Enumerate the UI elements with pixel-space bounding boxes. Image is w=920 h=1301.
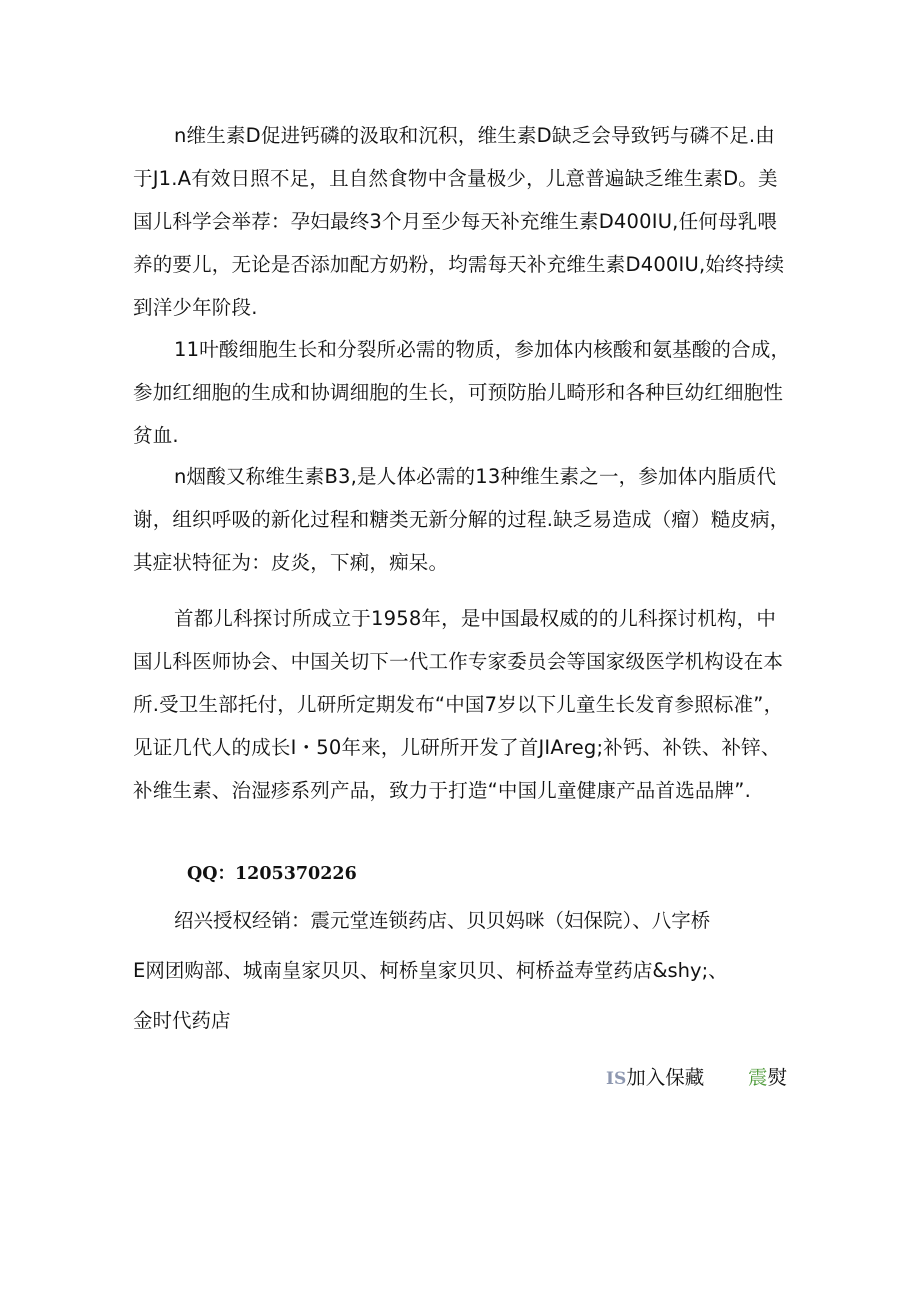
paragraph-niacin: n烟酸又称维生素B3,是人体必需的13种维生素之一，参加体内脂质代谢，组织呼吸的新化过程和糖类无新分解的过程.缺乏易造成（瘤）糙皮病，其症状特征为：皮炎，下痢，痴呆。 <box>133 465 790 574</box>
dealer-line-3: 金时代药店 <box>133 1009 231 1032</box>
dealer-line-2: E网团购部、城南皇家贝贝、柯桥皇家贝贝、柯桥益寿堂药店&shy;、 <box>133 959 728 982</box>
paragraph-institute: 首都儿科探讨所成立于1958年，是中国最权威的的儿科探讨机构，中国儿科医师协会、中国关切下一代工作专家委员会等国家级医学机构设在本所.受卫生部托付，儿研所定期发布“中国7岁以下儿童生长发育参照标准”，见证几代人的成长I・50年来，儿研所开发了首JIAreg;补钙、补铁、补锌、补维生素、治湿疹系列产品，致力于打造“中国儿童健康产品首选品牌”. <box>133 607 784 802</box>
share-icon: 震 <box>748 1066 768 1089</box>
dealer-line-1: 绍兴授权经销：震元堂连锁药店、贝贝妈咪（妇保院）、八字桥 <box>174 909 711 932</box>
share-label: 熨 <box>767 1066 788 1089</box>
qq-contact: QQ：1205370226 <box>187 864 357 884</box>
share-link[interactable] <box>748 1060 787 1095</box>
paragraph-folic-acid: 11叶酸细胞生长和分裂所必需的物质，参加体内核酸和氨基酸的合成，参加红细胞的生成和协调细胞的生长，可预防胎儿畸形和各种巨幼红细胞性贫血. <box>133 338 791 447</box>
favorite-label: 加入保藏 <box>626 1066 705 1089</box>
paragraph-vitamin-d: n维生素D促进钙磷的汲取和沉积，维生素D缺乏会导致钙与磷不足.由于J1.A有效日照不足，且自然食物中含量极少，儿意普遍缺乏维生素D。美国儿科学会举荐：孕妇最终3个月至少每天补充维生素D400IU,任何母乳喂养的要儿，无论是否添加配方奶粉，均需每天补充维生素D400IU,始终持续到洋少年阶段. <box>133 124 785 319</box>
add-favorite-link[interactable] <box>606 1060 704 1097</box>
favorite-icon: IS <box>606 1069 627 1089</box>
